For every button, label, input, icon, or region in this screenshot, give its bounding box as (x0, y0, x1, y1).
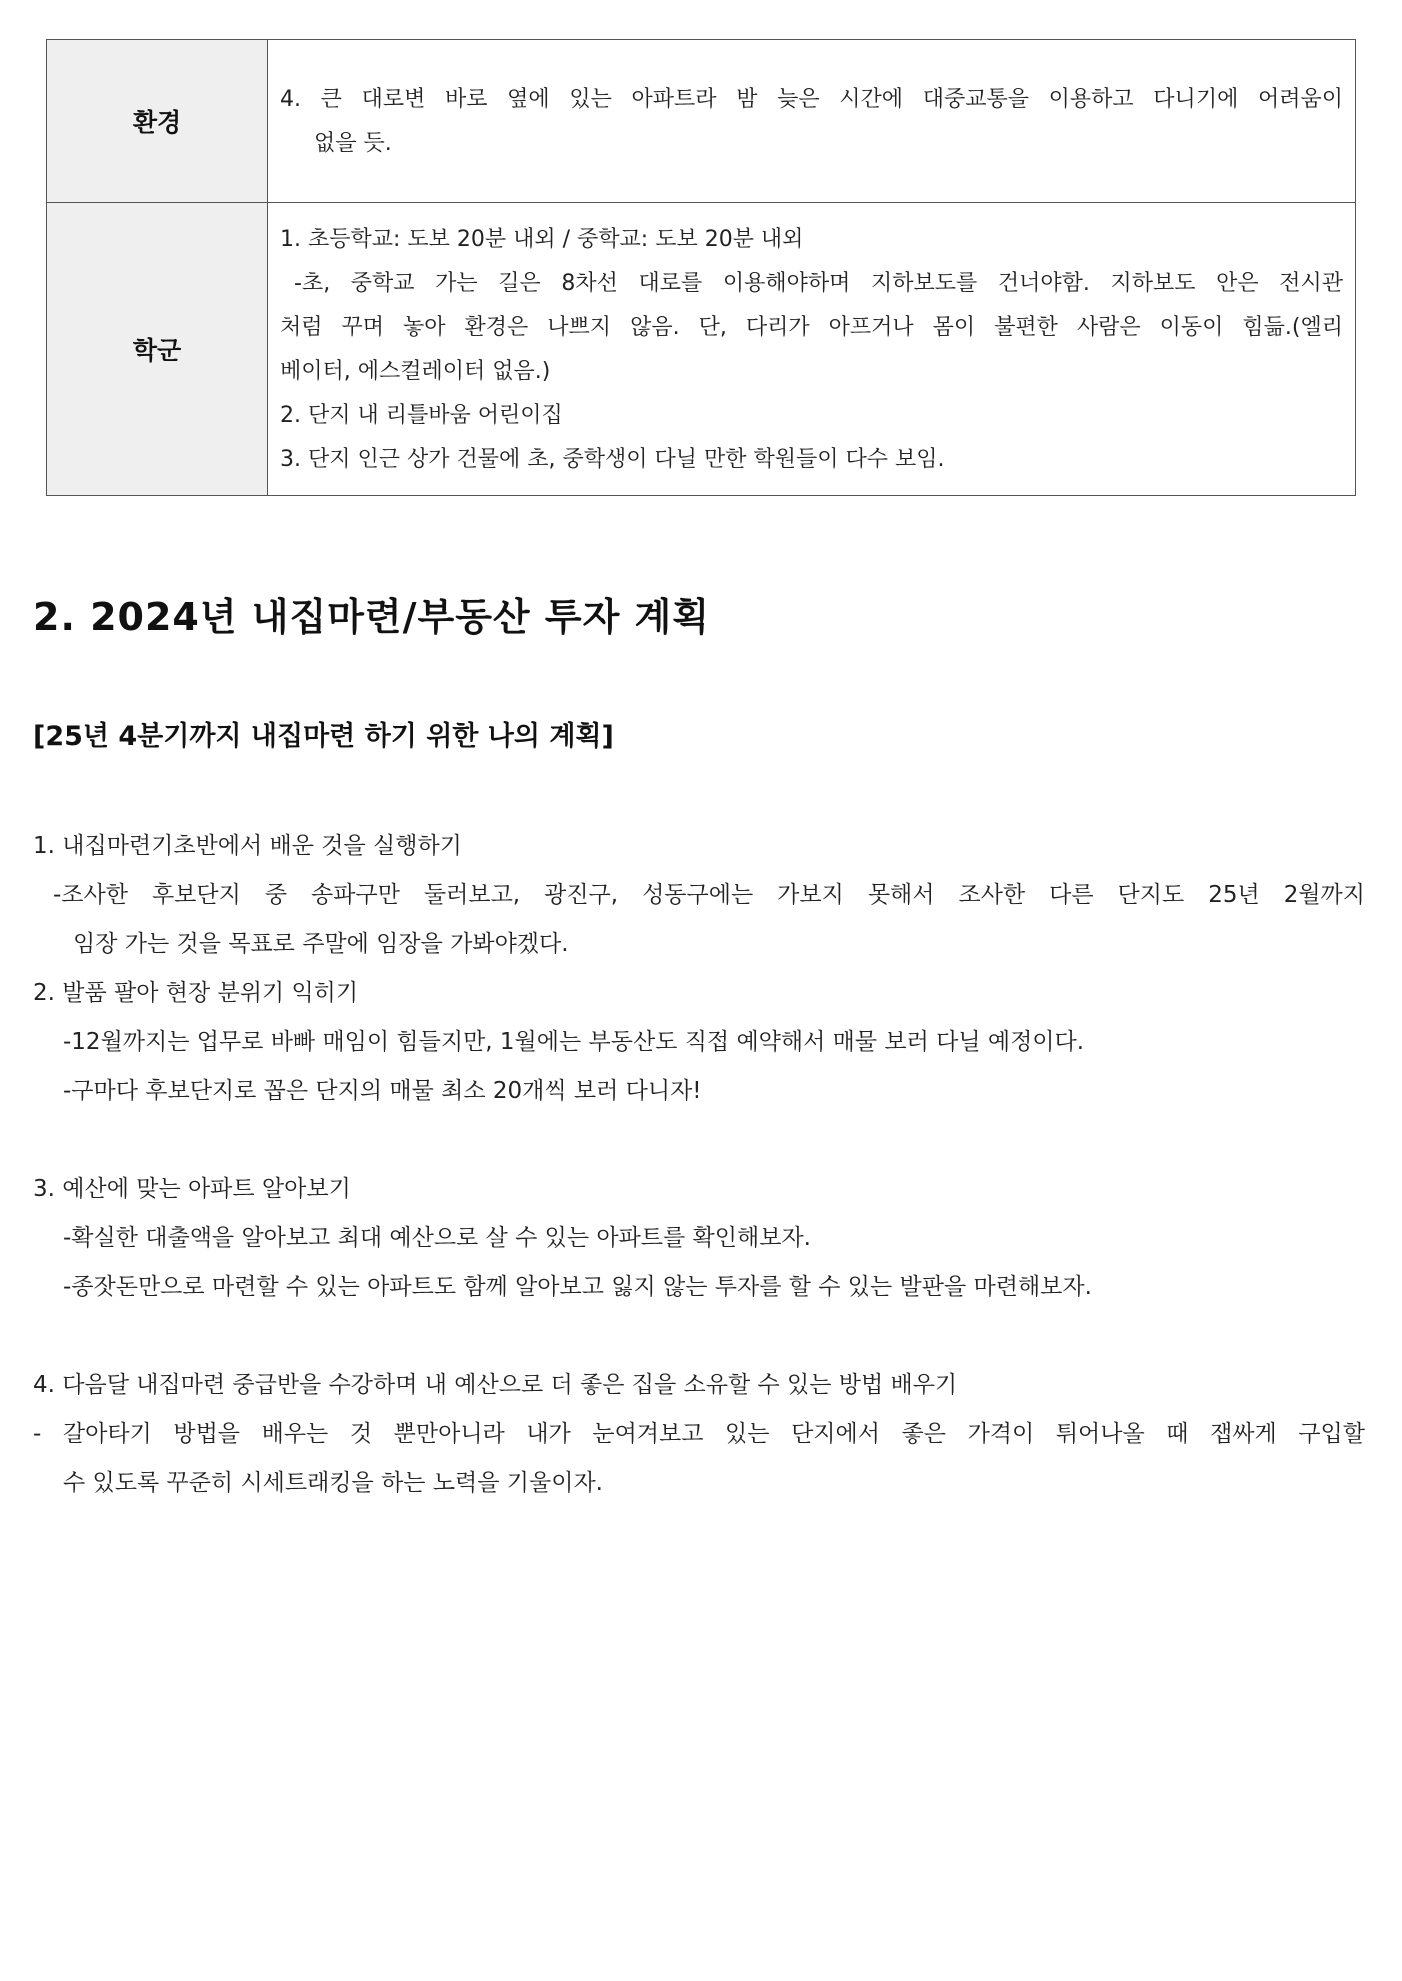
plan-list (33, 822, 1365, 1508)
spacer (33, 1312, 1365, 1361)
plan-item-detail: -확실한 대출액을 알아보고 최대 예산으로 살 수 있는 아파트를 확인해보자. (63, 1225, 811, 1251)
table-row-school-district (47, 203, 1356, 496)
plan-item-4 (33, 1361, 1365, 1508)
row-content-school-district (268, 203, 1356, 496)
plan-item-2 (33, 969, 1365, 1116)
plan-item-title: 2. 발품 팔아 현장 분위기 익히기 (33, 980, 359, 1006)
section-title: 2. 2024년 내집마련/부동산 투자 계획 (33, 595, 710, 639)
table-text-line: 3. 단지 인근 상가 건물에 초, 중학생이 다닐 만한 학원들이 다수 보임. (280, 447, 945, 472)
spacer (33, 1116, 1365, 1165)
table-text-line: 베이터, 에스컬레이터 없음.) (280, 359, 551, 384)
row-content-environment (268, 40, 1356, 203)
plan-item-title: 4. 다음달 내집마련 중급반을 수강하며 내 예산으로 더 좋은 집을 소유할 수 있는 방법 배우기 (33, 1372, 958, 1398)
plan-item-detail: -조사한 후보단지 중 송파구만 둘러보고, 광진구, 성동구에는 가보지 못해서 조사한 다른 단지도 25년 2월까지 (53, 882, 1365, 908)
apartment-info-table (46, 39, 1356, 496)
plan-item-detail: 수 있도록 꾸준히 시세트래킹을 하는 노력을 기울이자. (63, 1470, 603, 1496)
plan-item-title: 3. 예산에 맞는 아파트 알아보기 (33, 1176, 351, 1202)
table-text-line: 4. 큰 대로변 바로 옆에 있는 아파트라 밤 늦은 시간에 대중교통을 이용하고 다니기에 어려움이 (280, 87, 1343, 112)
plan-item-1 (33, 822, 1365, 969)
table-text-line: 2. 단지 내 리틀바움 어린이집 (280, 403, 563, 428)
plan-item-detail: -구마다 후보단지로 꼽은 단지의 매물 최소 20개씩 보러 다니자! (63, 1078, 702, 1104)
plan-item-title: 1. 내집마련기초반에서 배운 것을 실행하기 (33, 833, 462, 859)
row-header-school-district: 학군 (47, 203, 268, 496)
plan-subtitle: [25년 4분기까지 내집마련 하기 위한 나의 계획] (33, 721, 614, 752)
plan-item-detail: 임장 가는 것을 목표로 주말에 임장을 가봐야겠다. (73, 931, 569, 957)
plan-item-detail: -12월까지는 업무로 바빠 매임이 힘들지만, 1월에는 부동산도 직접 예약해서 매물 보러 다닐 예정이다. (63, 1029, 1085, 1055)
plan-item-detail: - 갈아타기 방법을 배우는 것 뿐만아니라 내가 눈여겨보고 있는 단지에서 좋은 가격이 튀어나올 때 잽싸게 구입할 (33, 1421, 1365, 1447)
table-text-line: 1. 초등학교: 도보 20분 내외 / 중학교: 도보 20분 내외 (280, 227, 804, 252)
table-text-line: 없을 듯. (314, 131, 392, 156)
plan-item-detail: -종잣돈만으로 마련할 수 있는 아파트도 함께 알아보고 잃지 않는 투자를 할 수 있는 발판을 마련해보자. (63, 1274, 1092, 1300)
plan-item-3 (33, 1165, 1365, 1312)
row-header-environment: 환경 (47, 40, 268, 203)
table-text-line: 처럼 꾸며 놓아 환경은 나쁘지 않음. 단, 다리가 아프거나 몸이 불편한 사람은 이동이 힘듦.(엘리 (280, 315, 1343, 340)
table-row-environment (47, 40, 1356, 203)
table-text-line: -초, 중학교 가는 길은 8차선 대로를 이용해야하며 지하보도를 건너야함. 지하보도 안은 전시관 (294, 271, 1343, 296)
